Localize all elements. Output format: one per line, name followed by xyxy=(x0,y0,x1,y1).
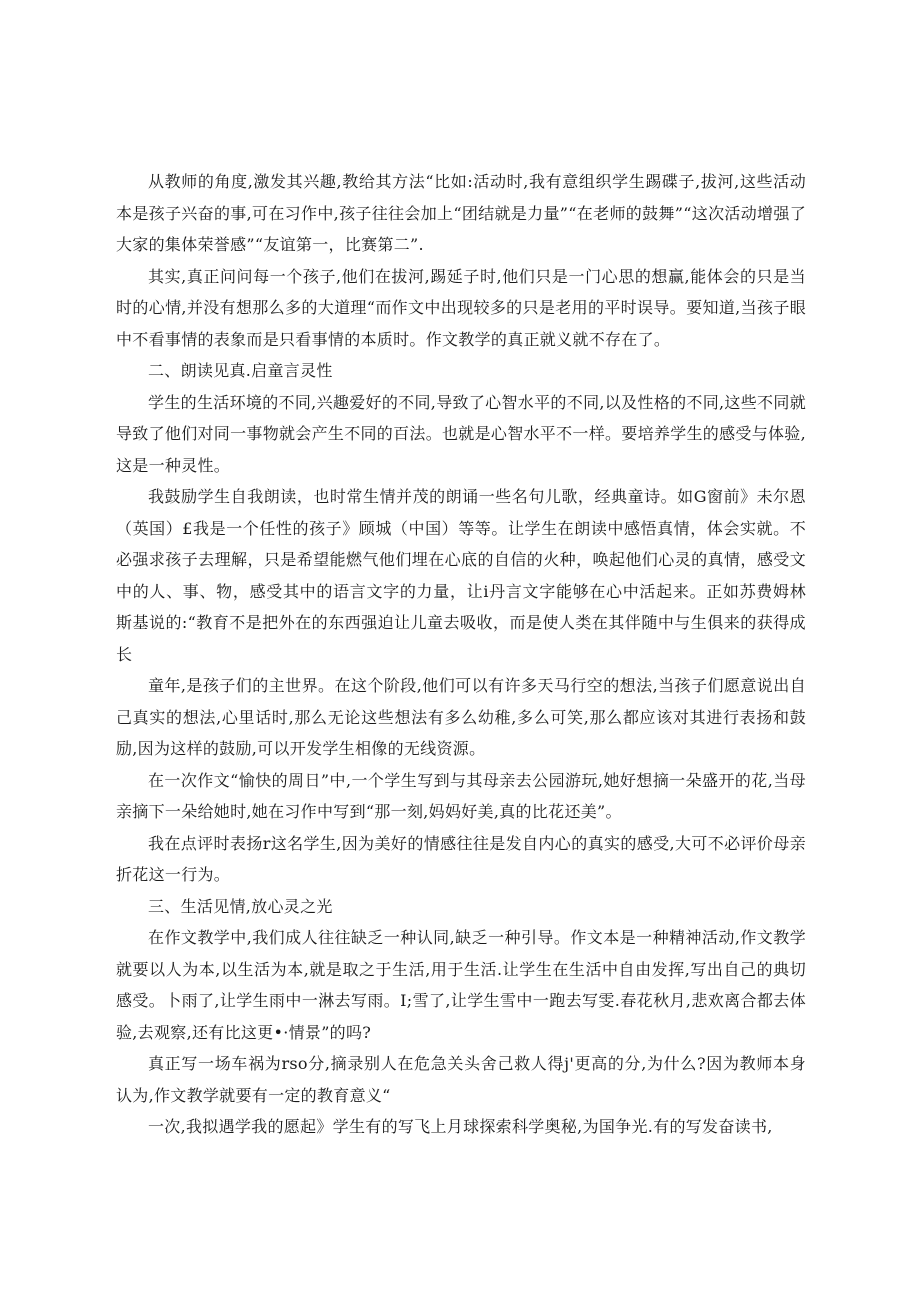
paragraph: 学生的生活环境的不同,兴趣爱好的不同,导致了心智水平的不同,以及性格的不同,这些不同就导致了他们对同一事物就会产生不同的百法。也就是心智水平不一样。要培养学生的感受与体验,这是一种灵性。 xyxy=(116,392,806,475)
document-page xyxy=(116,166,806,1143)
section-heading: 三、生活见情,放心灵之光 xyxy=(148,896,333,916)
paragraph: 其实,真正问问每一个孩子,他们在拔河,踢延子时,他们只是一门心思的想赢,能体会的只是当时的心情,并没有想那么多的大道理“而作文中出现较多的只是老用的平时误导。要知道,当孩子眼中不看事情的表象而是只看事情的本质时。作文教学的真正就义就不存在了。 xyxy=(116,266,806,349)
paragraph: 童年,是孩子们的主世界。在这个阶段,他们可以有许多天马行空的想法,当孩子们愿意说出自己真实的想法,心里话时,那么无论这些想法有多么幼稚,多么可笑,那么都应该对其进行表扬和鼓励,因为这样的鼓励,可以开发学生相像的无线资源。 xyxy=(116,676,806,758)
paragraph: 我在点评时表扬r这名学生,因为美好的情感往往是发自内心的真实的感受,大可不必评价母亲折花这一行为。 xyxy=(116,833,806,884)
paragraph: 从教师的角度,激发其兴趣,教给其方法“比如:活动时,我有意组织学生踢碟子,拔河,这些活动本是孩子兴奋的事,可在习作中,孩子往往会加上“团结就是力量”“在老师的鼓舞”“这次活动增强了大家的集体荣誉感”“友谊第一，比赛第二”. xyxy=(116,172,806,254)
section-heading: 二、朗读见真.启童言灵性 xyxy=(148,361,333,380)
paragraph: 一次,我拟遇学我的愿起》学生有的写飞上月球探索科学奥秘,为国争光.有的写发奋读书, xyxy=(148,1117,773,1136)
paragraph: 在作文教学中,我们成人往往缺乏一种认同,缺乏一种引导。作文本是一种精神活动,作文教学就要以人为本,以生活为本,就是取之于生活,用于生活.让学生在生活中自由发挥,写出自己的典切感受。卜雨了,让学生雨中一淋去写雨。I;雪了,让学生雪中一跑去写雯.春花秋月,悲欢离合都去体验,去观察,还有比这更•·情景”的吗? xyxy=(116,928,806,1042)
paragraph: 我鼓励学生自我朗读，也时常生情并茂的朗诵一些名句儿歌，经典童诗。如G窗前》未尔恩（英国）£我是一个任性的孩子》顾城（中国）等等。让学生在朗读中感悟真情，体会实就。不必强求孩子去理解，只是希望能燃气他们埋在心底的自信的火种，唤起他们心灵的真情，感受文中的人、事、物，感受其中的语言文字的力量，让i丹言文字能够在心中活起来。正如苏费姆林斯基说的:“教育不是把外在的东西强迫让儿童去吸收，而是使人类在其伴随中与生俱来的获得成长 xyxy=(116,487,806,664)
paragraph: 真正写一场车祸为rso分,摘录别人在危急关头舍己救人得j'更高的分,为什么?因为教师本身认为,作文教学就要有一定的教育意义“ xyxy=(116,1054,806,1105)
paragraph: 在一次作文“愉快的周日”中,一个学生写到与其母亲去公园游玩,她好想摘一朵盛开的花,当母亲摘下一朵给她时,她在习作中写到“那一刻,妈妈好美,真的比花还美”。 xyxy=(116,770,806,821)
